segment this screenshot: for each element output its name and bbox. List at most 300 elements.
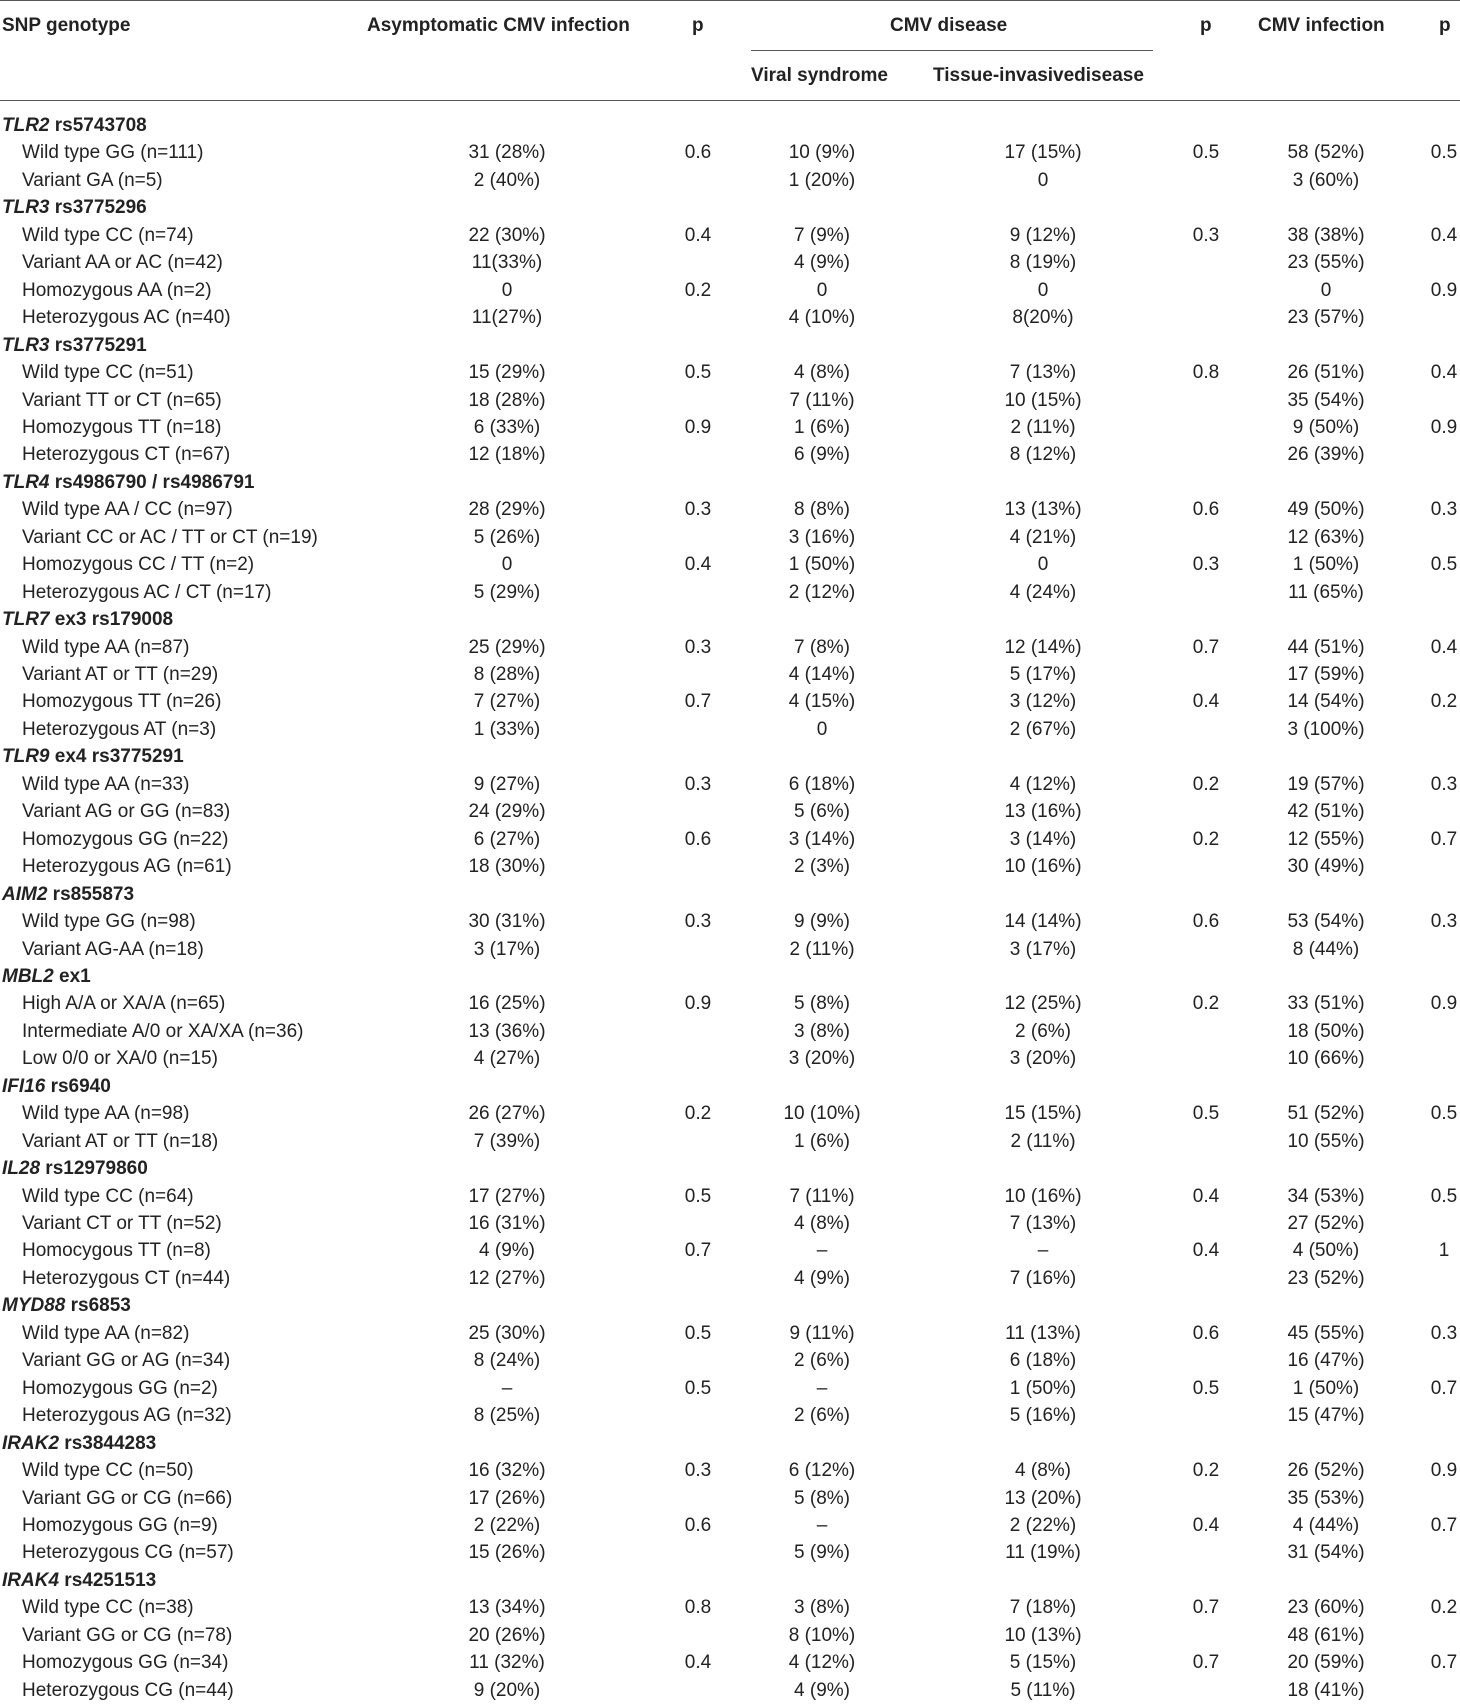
cell-ti: 13 (20%) (1004, 1487, 1082, 1509)
cell-ti: 0 (1037, 169, 1049, 191)
cell-p2: 0.8 (1192, 362, 1220, 384)
cell-asym: 25 (30%) (468, 1322, 546, 1344)
cell-ci: 1 (50%) (1292, 554, 1360, 576)
cell-ti: 3 (20%) (1009, 1048, 1077, 1070)
genotype-label: Variant GA (n=5) (22, 169, 163, 191)
cell-p3: 0.2 (1430, 691, 1458, 713)
cell-asym: 31 (28%) (468, 142, 546, 164)
genotype-label: Variant GG or CG (n=66) (22, 1487, 233, 1509)
table-row (0, 771, 1460, 798)
gene-name: IL28 (2, 1158, 41, 1180)
genotype-label: Wild type CC (n=50) (22, 1460, 194, 1482)
cell-ti: 2 (11%) (1010, 1130, 1076, 1152)
gene-group-label (2, 1430, 156, 1457)
gene-group-label (2, 743, 184, 770)
cell-ti: 17 (15%) (1004, 142, 1082, 164)
cell-asym: 17 (26%) (468, 1487, 546, 1509)
table-row (0, 1183, 1460, 1210)
cell-p3: 0.4 (1430, 224, 1458, 246)
gene-group-label (2, 606, 173, 633)
cell-ti: 5 (17%) (1009, 664, 1077, 685)
table-row (0, 1210, 1460, 1237)
cell-asym: 11(33%) (471, 252, 543, 274)
genotype-label: Homozygous GG (n=9) (22, 1514, 218, 1536)
cell-asym: 0 (501, 279, 513, 301)
cell-vs: 4 (9%) (794, 1267, 850, 1289)
cell-ci: 35 (53%) (1287, 1487, 1365, 1509)
genotype-label: Homozygous AA (n=2) (22, 279, 212, 301)
gene-name: IRAK2 (2, 1432, 60, 1454)
cell-ti: 14 (14%) (1004, 911, 1082, 933)
cell-vs: 5 (6%) (794, 801, 850, 823)
snp-id: rs855873 (47, 883, 135, 905)
header-p3: p (1439, 15, 1451, 36)
cell-vs: 4 (9%) (794, 252, 850, 274)
gene-group-label (2, 112, 147, 139)
cell-ti: 9 (12%) (1009, 224, 1077, 246)
cell-ci: 27 (52%) (1287, 1213, 1365, 1234)
snp-id: ex3 rs179008 (49, 609, 174, 631)
cell-vs: – (816, 1377, 828, 1399)
cell-asym: 26 (27%) (468, 1103, 546, 1125)
cell-asym: 7 (27%) (473, 691, 541, 713)
header-p2: p (1200, 15, 1212, 36)
cell-vs: 6 (12%) (788, 1460, 856, 1482)
cell-ci: 33 (51%) (1287, 993, 1365, 1015)
cell-p3: 0.5 (1430, 1185, 1458, 1207)
genotype-label: Homozygous GG (n=34) (22, 1652, 229, 1674)
gene-name: TLR3 (2, 334, 50, 356)
gene-group-label (2, 963, 91, 990)
table-row (0, 826, 1460, 853)
cell-ti: 4 (12%) (1009, 773, 1077, 795)
gene-name: TLR4 (2, 471, 50, 493)
table-row (0, 908, 1460, 935)
cell-ci: 51 (52%) (1287, 1103, 1365, 1125)
header-cmv-infection: CMV infection (1258, 15, 1385, 36)
snp-id: rs4986790 / rs4986791 (49, 471, 255, 493)
cell-ti: 12 (25%) (1004, 993, 1082, 1015)
cell-ci: 8 (44%) (1292, 938, 1360, 960)
cell-p3: 0.3 (1430, 499, 1458, 521)
cell-ci: 34 (53%) (1287, 1185, 1365, 1207)
gene-group-row (0, 1073, 1460, 1100)
cell-p1: 0.3 (684, 1460, 712, 1482)
cell-ti: 8 (19%) (1009, 252, 1077, 274)
table-row (0, 1018, 1460, 1045)
cell-p3: 0.2 (1430, 1597, 1458, 1619)
gene-group-label (2, 194, 147, 221)
genotype-label: Heterozygous CG (n=44) (22, 1679, 234, 1701)
cell-p2: 0.4 (1192, 1185, 1220, 1207)
gene-name: TLR2 (2, 115, 50, 136)
cell-ci: 0 (1320, 279, 1332, 301)
gene-group-row (0, 1155, 1460, 1182)
table-row (0, 1457, 1460, 1484)
cell-p3: 0.5 (1430, 554, 1458, 576)
cell-p1: 0.3 (684, 773, 712, 795)
cell-p1: 0.3 (684, 911, 712, 933)
cell-ti: 13 (16%) (1004, 801, 1082, 823)
header-snp-genotype: SNP genotype (2, 15, 131, 36)
cell-vs: 10 (10%) (783, 1103, 861, 1125)
cell-p1: 0.8 (684, 1597, 712, 1619)
cell-ti: 0 (1037, 279, 1049, 301)
cell-vs: 4 (10%) (788, 307, 856, 329)
cell-asym: 18 (30%) (468, 856, 546, 878)
genotype-label: Homocygous TT (n=8) (22, 1240, 211, 1262)
table-row (0, 249, 1460, 276)
table-row (0, 1320, 1460, 1347)
cell-vs: 0 (816, 718, 828, 740)
cell-p1: 0.9 (684, 416, 712, 438)
cell-ci: 23 (52%) (1287, 1267, 1365, 1289)
cell-ti: 8(20%) (1012, 307, 1074, 329)
table-row (0, 688, 1460, 715)
cell-vs: 3 (20%) (788, 1048, 856, 1070)
gene-name: MYD88 (2, 1295, 66, 1317)
table-row (0, 1347, 1460, 1374)
cell-asym: 4 (9%) (479, 1240, 535, 1262)
genotype-label: High A/A or XA/A (n=65) (22, 993, 226, 1015)
cell-p2: 0.2 (1192, 1460, 1220, 1482)
cell-p3: 0.5 (1430, 142, 1458, 164)
cell-ti: 4 (24%) (1009, 581, 1077, 603)
cell-asym: 6 (33%) (473, 416, 541, 438)
cell-ti: 12 (14%) (1004, 636, 1082, 658)
cell-asym: 18 (28%) (468, 389, 546, 411)
cell-ci: 20 (59%) (1287, 1652, 1365, 1674)
cell-p3: 0.9 (1430, 1460, 1458, 1482)
cell-vs: 4 (15%) (788, 691, 856, 713)
cell-ti: 4 (8%) (1015, 1460, 1071, 1482)
cell-vs: 10 (9%) (788, 142, 856, 164)
genotype-label: Heterozygous AT (n=3) (22, 718, 217, 740)
table-row (0, 1622, 1460, 1649)
cell-ci: 11 (65%) (1288, 581, 1364, 603)
genotype-label: Wild type AA (n=98) (22, 1103, 190, 1125)
cmv-disease-span-rule (751, 50, 1153, 51)
cell-vs: – (816, 1240, 828, 1262)
cell-ti: 5 (16%) (1009, 1405, 1077, 1427)
gene-name: AIM2 (2, 883, 48, 905)
cell-p3: 0.3 (1430, 1322, 1458, 1344)
cell-vs: 8 (10%) (788, 1624, 856, 1646)
cell-ci: 4 (50%) (1292, 1240, 1360, 1262)
cell-asym: 13 (36%) (468, 1020, 546, 1042)
cell-ti: 4 (21%) (1009, 526, 1077, 548)
genotype-label: Homozygous TT (n=26) (22, 691, 222, 713)
cell-asym: 9 (20%) (473, 1679, 541, 1701)
cell-p1: 0.7 (684, 691, 712, 713)
snp-id: rs6853 (65, 1295, 131, 1317)
cell-ci: 10 (55%) (1287, 1130, 1365, 1152)
cell-asym: 15 (29%) (468, 362, 546, 384)
table-row (0, 1539, 1460, 1566)
genotype-label: Variant TT or CT (n=65) (22, 389, 222, 411)
snp-id: rs5743708 (49, 115, 147, 136)
cell-p1: 0.5 (684, 362, 712, 384)
cell-vs: 3 (8%) (794, 1020, 850, 1042)
gene-group-row (0, 332, 1460, 359)
gene-name: MBL2 (2, 965, 54, 987)
table-row (0, 1677, 1460, 1704)
table-row (0, 222, 1460, 249)
gene-group-label (2, 881, 134, 908)
cell-vs: 2 (11%) (789, 938, 855, 960)
cell-asym: 6 (27%) (473, 828, 541, 850)
snp-id: rs3775296 (49, 197, 147, 219)
header-tissue-invasive: Tissue-invasivedisease (933, 65, 1144, 86)
cell-ti: 15 (15%) (1004, 1103, 1082, 1125)
header-cmv-disease: CMV disease (890, 15, 1008, 36)
cell-ti: 8 (12%) (1009, 444, 1077, 466)
genotype-label: Homozygous GG (n=2) (22, 1377, 218, 1399)
cell-vs: 3 (14%) (788, 828, 856, 850)
cell-asym: 9 (27%) (473, 773, 541, 795)
cell-p1: 0.6 (684, 828, 712, 850)
cell-p3: 0.7 (1430, 828, 1458, 850)
table-row (0, 853, 1460, 880)
cell-vs: 5 (8%) (794, 993, 850, 1015)
cell-p2: 0.2 (1192, 993, 1220, 1015)
cell-ci: 3 (100%) (1287, 718, 1365, 740)
cell-vs: 7 (9%) (794, 224, 850, 246)
cell-asym: 8 (28%) (473, 664, 541, 685)
cell-p3: 0.7 (1430, 1514, 1458, 1536)
cell-p1: 0.4 (684, 224, 712, 246)
cell-ci: 23 (55%) (1287, 252, 1365, 274)
cell-vs: 9 (9%) (794, 911, 850, 933)
cell-vs: 2 (3%) (794, 856, 850, 878)
gene-group-row (0, 1430, 1460, 1457)
genotype-label: Heterozygous AG (n=32) (22, 1405, 232, 1427)
cell-vs: 7 (11%) (789, 389, 855, 411)
cell-vs: 2 (12%) (788, 581, 856, 603)
gene-group-row (0, 469, 1460, 496)
cell-p1: 0.4 (684, 1652, 712, 1674)
cell-p1: 0.2 (684, 279, 712, 301)
cell-ti: – (1037, 1240, 1049, 1262)
genotype-label: Low 0/0 or XA/0 (n=15) (22, 1048, 218, 1070)
genotype-label: Intermediate A/0 or XA/XA (n=36) (22, 1020, 304, 1042)
cell-ti: 2 (6%) (1015, 1020, 1071, 1042)
cell-p1: 0.5 (684, 1377, 712, 1399)
cell-vs: 1 (6%) (794, 1130, 850, 1152)
table-row (0, 1594, 1460, 1621)
cell-ti: 7 (13%) (1009, 362, 1077, 384)
genotype-label: Homozygous TT (n=18) (22, 416, 222, 438)
cell-ci: 18 (50%) (1287, 1020, 1365, 1042)
cell-ci: 26 (39%) (1287, 444, 1365, 466)
cell-vs: – (816, 1514, 828, 1536)
cell-ci: 35 (54%) (1287, 389, 1365, 411)
cell-asym: 25 (29%) (468, 636, 546, 658)
cell-p2: 0.7 (1192, 1652, 1220, 1674)
genotype-label: Heterozygous CT (n=44) (22, 1267, 231, 1289)
cell-ti: 2 (11%) (1010, 416, 1076, 438)
cell-vs: 2 (6%) (794, 1350, 850, 1372)
cell-p2: 0.5 (1192, 1103, 1220, 1125)
table-row (0, 304, 1460, 331)
cell-vs: 5 (9%) (794, 1542, 850, 1564)
genotype-label: Heterozygous AC (n=40) (22, 307, 231, 329)
cell-p2: 0.4 (1192, 691, 1220, 713)
cell-vs: 0 (816, 279, 828, 301)
gene-group-label (2, 1292, 131, 1319)
cell-ci: 3 (60%) (1292, 169, 1360, 191)
cell-ci: 12 (55%) (1287, 828, 1365, 850)
cell-ti: 10 (15%) (1004, 389, 1082, 411)
cell-p3: 0.9 (1430, 279, 1458, 301)
cell-asym: 11(27%) (471, 307, 543, 329)
header-viral-syndrome: Viral syndrome (751, 65, 888, 86)
cell-p3: 0.7 (1430, 1377, 1458, 1399)
genotype-label: Wild type GG (n=111) (22, 142, 204, 164)
cell-p1: 0.5 (684, 1322, 712, 1344)
cell-ci: 9 (50%) (1292, 416, 1360, 438)
cell-ci: 31 (54%) (1287, 1542, 1365, 1564)
cell-ci: 14 (54%) (1287, 691, 1365, 713)
table-row (0, 1375, 1460, 1402)
cell-ti: 3 (14%) (1009, 828, 1077, 850)
cell-ci: 44 (51%) (1287, 636, 1365, 658)
cell-asym: 1 (33%) (473, 718, 541, 740)
genotype-label: Homozygous CC / TT (n=2) (22, 554, 255, 576)
cell-ci: 45 (55%) (1287, 1322, 1365, 1344)
genotype-label: Wild type CC (n=64) (22, 1185, 194, 1207)
genotype-label: Heterozygous AC / CT (n=17) (22, 581, 272, 603)
cell-vs: 4 (12%) (788, 1652, 856, 1674)
table-row (0, 359, 1460, 386)
genotype-label: Variant CT or TT (n=52) (22, 1213, 222, 1234)
cell-ti: 3 (17%) (1009, 938, 1077, 960)
cell-p1: 0.3 (684, 636, 712, 658)
cell-ti: 10 (13%) (1004, 1624, 1082, 1646)
cell-asym: 3 (17%) (473, 938, 541, 960)
table-row (0, 634, 1460, 661)
cell-vs: 8 (8%) (794, 499, 850, 521)
cell-p3: 0.4 (1430, 362, 1458, 384)
cell-vs: 5 (8%) (794, 1487, 850, 1509)
snp-id: ex4 rs3775291 (49, 746, 184, 768)
header-bottom-rule (0, 100, 1460, 101)
cell-p1: 0.9 (684, 993, 712, 1015)
genotype-label: Variant AG-AA (n=18) (22, 938, 204, 960)
table-row (0, 167, 1460, 194)
cell-p1: 0.6 (684, 142, 712, 164)
genotype-label: Wild type CC (n=74) (22, 224, 194, 246)
table-row (0, 1100, 1460, 1127)
cell-p1: 0.6 (684, 1514, 712, 1536)
table-row (0, 387, 1460, 414)
cell-ci: 58 (52%) (1287, 142, 1365, 164)
table-row (0, 524, 1460, 551)
cell-p1: 0.3 (684, 499, 712, 521)
cell-ti: 2 (22%) (1009, 1514, 1077, 1536)
table-row (0, 1485, 1460, 1512)
cell-vs: 7 (8%) (794, 636, 850, 658)
cell-asym: 8 (25%) (473, 1405, 541, 1427)
cell-vs: 7 (11%) (789, 1185, 855, 1207)
cell-p3: 0.9 (1430, 993, 1458, 1015)
cell-ci: 15 (47%) (1287, 1405, 1365, 1427)
snp-id: rs3775291 (49, 334, 147, 356)
cell-ti: 13 (13%) (1004, 499, 1082, 521)
cell-vs: 4 (8%) (794, 1213, 850, 1234)
table-row (0, 139, 1460, 166)
genotype-label: Wild type CC (n=51) (22, 362, 194, 384)
cell-p1: 0.7 (684, 1240, 712, 1262)
cell-p1: 0.2 (684, 1103, 712, 1125)
table-row (0, 277, 1460, 304)
cell-ci: 30 (49%) (1287, 856, 1365, 878)
gene-group-label (2, 1155, 148, 1182)
genotype-label: Wild type GG (n=98) (22, 911, 196, 933)
table-row (0, 990, 1460, 1017)
table-row (0, 441, 1460, 468)
gene-group-row (0, 1567, 1460, 1594)
cell-asym: 12 (18%) (468, 444, 546, 466)
cell-p3: 0.9 (1430, 416, 1458, 438)
table-row (0, 414, 1460, 441)
cell-ti: 6 (18%) (1009, 1350, 1077, 1372)
genotype-label: Variant GG or AG (n=34) (22, 1350, 231, 1372)
genotype-label: Heterozygous CG (n=57) (22, 1542, 234, 1564)
snp-id: rs3844283 (59, 1432, 157, 1454)
cell-vs: 6 (18%) (788, 773, 856, 795)
table-row (0, 716, 1460, 743)
cell-asym: 20 (26%) (468, 1624, 546, 1646)
genotype-label: Variant AT or TT (n=29) (22, 664, 219, 685)
cell-asym: 5 (29%) (473, 581, 541, 603)
gene-group-label (2, 1567, 156, 1594)
cell-p3: 0.3 (1430, 773, 1458, 795)
cell-ti: 11 (19%) (1005, 1542, 1081, 1564)
snp-id: rs12979860 (40, 1158, 148, 1180)
genotype-label: Wild type CC (n=38) (22, 1597, 194, 1619)
cell-p2: 0.2 (1192, 828, 1220, 850)
gene-group-label (2, 1073, 111, 1100)
genotype-label: Variant AT or TT (n=18) (22, 1130, 219, 1152)
cell-asym: 17 (27%) (468, 1185, 546, 1207)
gene-group-label (2, 332, 147, 359)
cell-ti: 10 (16%) (1004, 1185, 1082, 1207)
cell-ti: 3 (12%) (1009, 691, 1077, 713)
table-row (0, 551, 1460, 578)
table-row (0, 1045, 1460, 1072)
cell-p3: 0.4 (1430, 636, 1458, 658)
cell-asym: 16 (31%) (468, 1213, 546, 1234)
genotype-label: Wild type AA / CC (n=97) (22, 499, 233, 521)
cell-asym: 8 (24%) (473, 1350, 541, 1372)
cell-p2: 0.5 (1192, 142, 1220, 164)
gene-group-row (0, 112, 1460, 139)
cell-ci: 26 (51%) (1287, 362, 1365, 384)
table-row (0, 936, 1460, 963)
gene-name: TLR3 (2, 197, 50, 219)
genotype-label: Variant GG or CG (n=78) (22, 1624, 233, 1646)
genotype-label: Wild type AA (n=87) (22, 636, 190, 658)
cell-p2: 0.2 (1192, 773, 1220, 795)
table-row (0, 1128, 1460, 1155)
cell-ci: 17 (59%) (1287, 664, 1365, 685)
cell-vs: 3 (16%) (788, 526, 856, 548)
cell-ci: 1 (50%) (1292, 1377, 1360, 1399)
snp-id: ex1 (53, 965, 91, 987)
cell-p1: 0.5 (684, 1185, 712, 1207)
cell-ci: 53 (54%) (1287, 911, 1365, 933)
